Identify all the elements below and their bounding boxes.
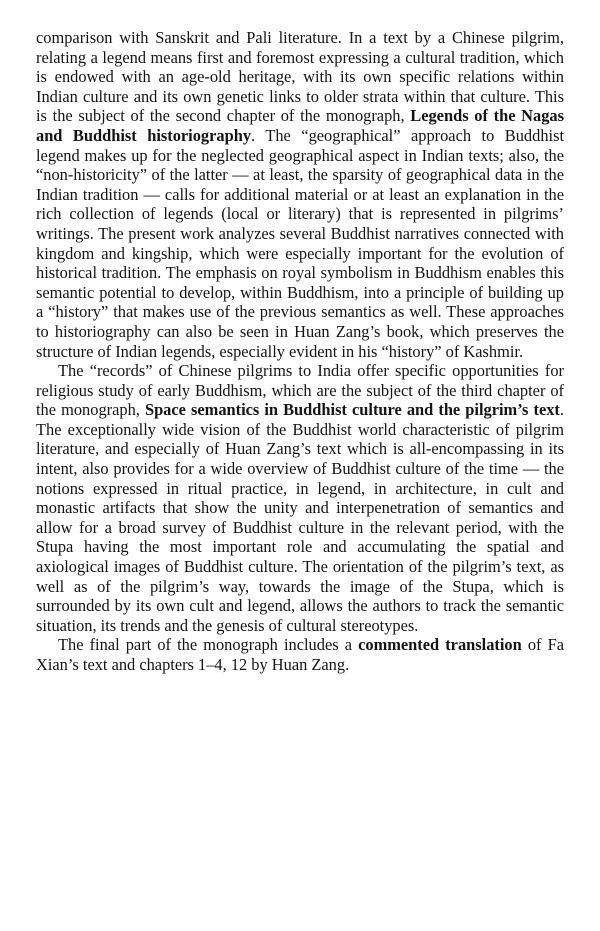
paragraph-text: . The exceptionally wide vision of the Buddhist world characteristic of pilgrim literature, and especially of Huan Zang’s text which is all-encompassing in its intent, also provides for a wide overview of Buddhist culture of the time — the notions expressed in ritual practice, in legend, in architecture, in cult and monastic artifacts that show the unity and interpenetration of semantics and allow for a broad survey of Buddhist culture in the relevant period, with the Stupa having the most important role and accumulating the spatial and axiological images of Buddhist culture. The orientation of the pilgrim’s text, as well as of the pilgrim’s way, towards the image of the Stupa, which is surrounded by its own cult and legend, allows the authors to track the semantic situation, its trends and the genesis of cultural stereotypes. (36, 400, 564, 635)
paragraph-final-part (36, 635, 564, 674)
paragraph-text: comparison with Sanskrit and Pali literature. In a text by a Chinese pilgrim, relating a legend means first and foremost expressing a cultural tradition, which is endowed with an age-old heritage, with its own specific relations within Indian culture and its own genetic links to older strata within that culture. This is the subject of the second chapter of the monograph, (36, 28, 564, 126)
paragraph-chapter-three (36, 361, 564, 635)
paragraph-text: The “records” of Chinese pilgrims to India offer specific opportunities for religious study of early Buddhism, which are the subject of the third chapter of the monograph, (36, 361, 564, 420)
paragraph-text: The final part of the monograph includes a (58, 635, 359, 655)
page-body (36, 28, 564, 675)
paragraph-text: of Fa Xian’s text and chapters 1–4, 12 by Huan Zang. (36, 635, 564, 674)
paragraph-chapter-two (36, 28, 564, 361)
chapter-title-bold: Space semantics in Buddhist culture and the pilgrim’s text (144, 400, 560, 420)
translation-bold: commented translation (358, 635, 522, 655)
paragraph-text: . The “geographical” approach to Buddhist legend makes up for the neglected geographical aspect in Indian texts; also, the “non-historicity” of the latter — at least, the sparsity of geographical data in the Indian tradition — calls for additional material or at least an explanation in the rich collection of legends (local or literary) that is represented in pilgrims’ writings. The present work analyzes several Buddhist narratives connected with kingdom and kingship, which were especially important for the evolution of historical tradition. The emphasis on royal symbolism in Buddhism enables this semantic potential to develop, within Buddhism, into a principle of building up a “history” that makes use of the previous semantics as well. These approaches to historiography can also be seen in Huan Zang’s book, which preserves the structure of Indian legends, especially evident in his “history” of Kashmir. (36, 125, 564, 361)
chapter-title-bold: Legends of the Nagas and Buddhist historiography (36, 106, 564, 145)
